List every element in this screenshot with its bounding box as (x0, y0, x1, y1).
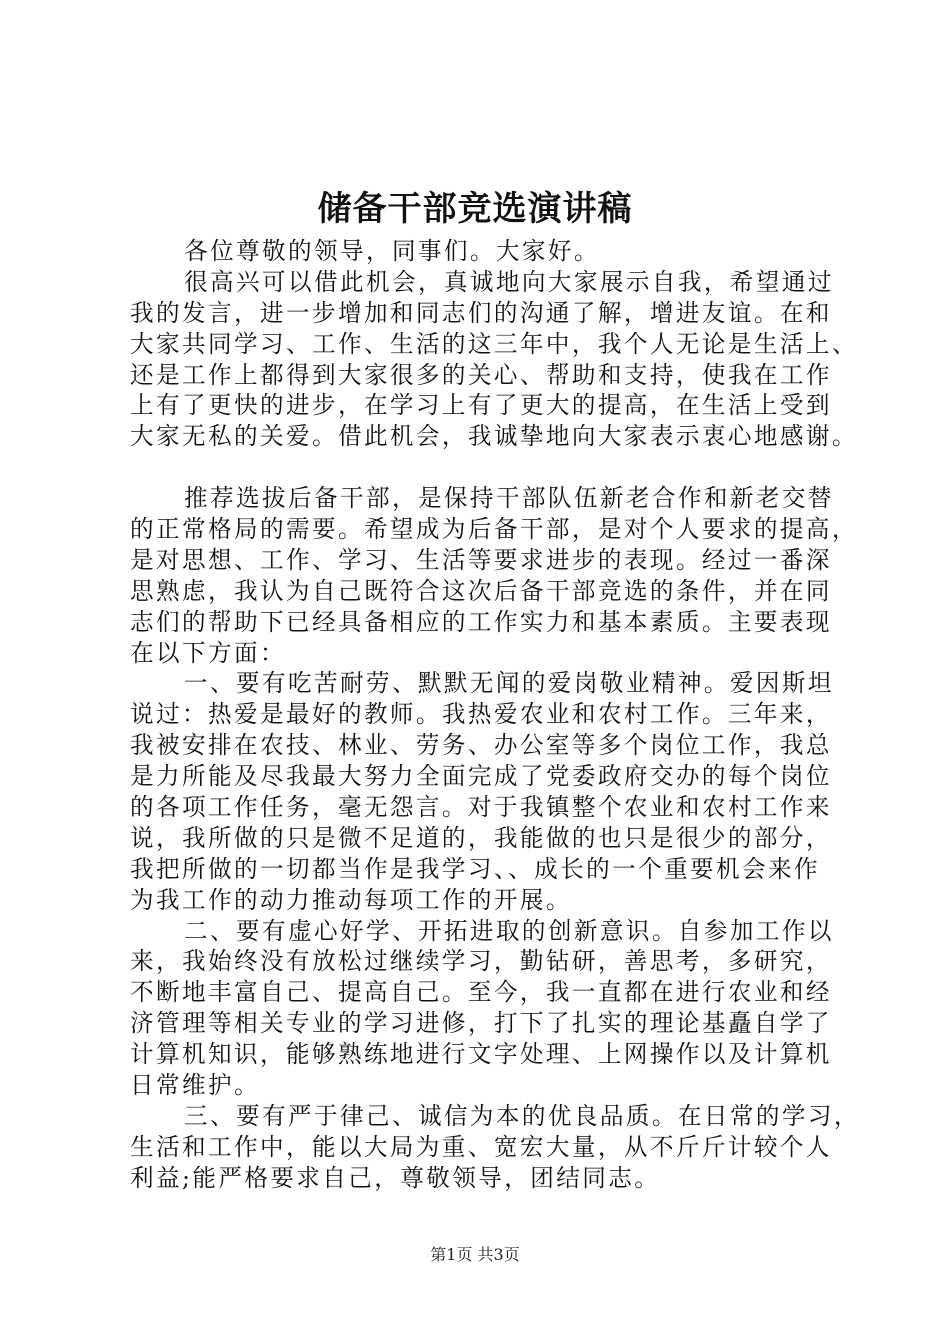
paragraph-line: 大家共同学习、工作、生活的这三年中，我个人无论是生活上、 (130, 329, 858, 358)
paragraph-line: 三、要有严于律己、诚信为本的优良品质。在日常的学习， (184, 1101, 860, 1130)
paragraph-line: 说过：热爱是最好的教师。我热爱农业和农村工作。三年来， (130, 700, 832, 729)
document-body (130, 236, 860, 1194)
paragraph-line: 不断地丰富自己、提高自己。至今，我一直都在进行农业和经 (130, 978, 832, 1007)
paragraph-line: 我被安排在农技、林业、劳务、办公室等多个岗位工作，我总 (130, 731, 832, 760)
paragraph-line: 还是工作上都得到大家很多的关心、帮助和支持，使我在工作 (130, 360, 832, 389)
paragraph-line: 我的发言，进一步增加和同志们的沟通了解，增进友谊。在和 (130, 298, 832, 327)
paragraph-line: 一、要有吃苦耐劳、默默无闻的爱岗敬业精神。爱因斯坦 (184, 669, 834, 698)
paragraph-line: 说，我所做的只是微不足道的，我能做的也只是很少的部分， (130, 823, 832, 852)
paragraph-line: 二、要有虚心好学、开拓进取的创新意识。自参加工作以 (184, 916, 834, 945)
paragraph-line: 思熟虑，我认为自己既符合这次后备干部竞选的条件，并在同 (130, 576, 832, 605)
paragraph-line: 来，我始终没有放松过继续学习，勤钻研，善思考，多研究， (130, 947, 832, 976)
paragraph-line: 生活和工作中，能以大局为重、宽宏大量，从不斤斤计较个人 (130, 1132, 832, 1161)
paragraph-line: 很高兴可以借此机会，真诚地向大家展示自我，希望通过 (184, 267, 834, 296)
paragraph-line: 的正常格局的需要。希望成为后备干部，是对个人要求的提高， (130, 515, 858, 544)
paragraph-line: 日常维护。 (130, 1071, 260, 1100)
paragraph-greeting: 各位尊敬的领导，同事们。大家好。 (184, 237, 600, 265)
paragraph-line: 在以下方面： (130, 638, 286, 667)
paragraph-line: 推荐选拔后备干部，是保持干部队伍新老合作和新老交替 (184, 484, 834, 513)
paragraph-line: 济管理等相关专业的学习进修，打下了扎实的理论基矗自学了 (130, 1009, 832, 1038)
paragraph-line: 志们的帮助下已经具备相应的工作实力和基本素质。主要表现 (130, 607, 832, 636)
paragraph-line: 的各项工作任务，毫无怨言。对于我镇整个农业和农村工作来 (130, 793, 832, 822)
page-number: 第1页 共3页 (430, 1245, 520, 1264)
paragraph-line: 是对思想、工作、学习、生活等要求进步的表现。经过一番深 (130, 545, 832, 574)
paragraph-line: 为我工作的动力推动每项工作的开展。 (130, 885, 572, 914)
paragraph-line: 计算机知识，能够熟练地进行文字处理、上网操作以及计算机 (130, 1040, 832, 1069)
paragraph-line: 大家无私的关爱。借此机会，我诚挚地向大家表示衷心地感谢。 (130, 422, 858, 451)
paragraph-line: 利益;能严格要求自己，尊敬领导，团结同志。 (130, 1163, 661, 1192)
paragraph-gap (130, 452, 852, 483)
paragraph-line: 是力所能及尽我最大努力全面完成了党委政府交办的每个岗位 (130, 762, 832, 791)
page-title: 储备干部竞选演讲稿 (317, 189, 633, 229)
paragraph-line: 我把所做的一切都当作是我学习、、成长的一个重要机会来作 (130, 854, 821, 883)
paragraph-line: 上有了更快的进步，在学习上有了更大的提高，在生活上受到 (130, 391, 832, 420)
